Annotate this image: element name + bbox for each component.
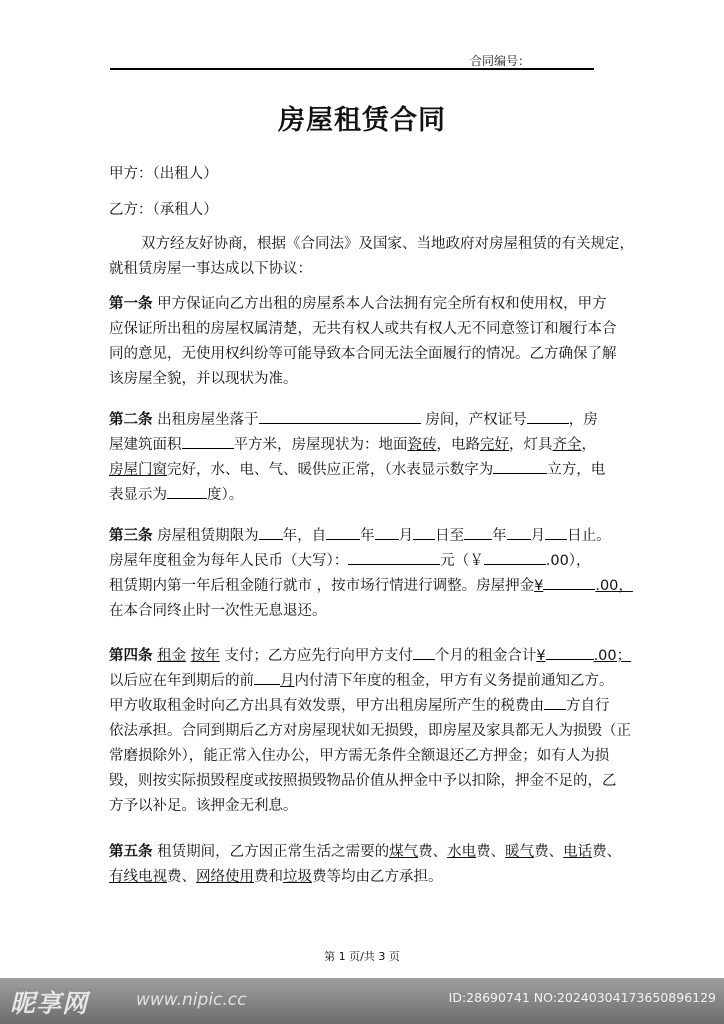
party-a-line: 甲方：（出租人） xyxy=(109,166,218,182)
circuit-value: 完好 xyxy=(480,437,509,453)
watermark-logo: 昵享网 xyxy=(10,989,89,1018)
advance-months-blank xyxy=(254,670,280,685)
article-2-label: 第二条 xyxy=(109,412,153,428)
intro-paragraph xyxy=(109,232,634,282)
article-3-label: 第三条 xyxy=(109,528,153,544)
article-5-label: 第五条 xyxy=(109,844,153,860)
article-1-text-3: 同的意见，无使用权纠纷等可能导致本合同无法全面履行的情况。乙方确保了解 xyxy=(109,346,617,362)
address-blank xyxy=(259,409,421,424)
article-5: 第五条 租赁期间，乙方因正常生活之需要的煤气费、水电费、暖气费、电话费、 有线电视费、网络使用费和垃圾费等均由乙方承担。 xyxy=(109,844,622,885)
contract-number-label: 合同编号： xyxy=(470,54,531,68)
article-4-label: 第四条 xyxy=(109,648,153,664)
article-1-label: 第一条 xyxy=(109,296,153,312)
document-title: 房屋租赁合同 xyxy=(278,105,446,136)
annual-rent-words-blank xyxy=(348,550,440,565)
power-meter-blank xyxy=(167,484,207,499)
tax-party-blank xyxy=(544,695,566,710)
article-1-text-2: 应保证所出租的房屋权属清楚，无共有权人或共有权人无不同意签订和履行本合 xyxy=(109,321,617,337)
article-3: 第三条 房屋租赁期限为 年，自 年 月 日至 年 月 日止。 房屋年度租金为每年人民币（大写）： 元（￥ .00）， 租赁期内第一年后租金随行就市 ，按市场行情进行调整。房屋押金¥ .00， 在本合同终止时一次性无息退还。 xyxy=(109,524,625,624)
party-b-line: 乙方：（承租人） xyxy=(109,202,218,218)
contract-number-line xyxy=(110,46,594,70)
intro-line-2: 就租赁房屋一事达成以下协议： xyxy=(109,261,312,277)
article-1-text-4: 该房屋全貌，并以现状为准。 xyxy=(109,371,298,387)
article-4: 第四条 租金 按年 支付；乙方应先行向甲方支付 个月的租金合计¥ .00； 以后应在年到期后的前 月内付清下年度的租金，甲方有义务提前通知乙方。 甲方收取租金时向乙方出具有效发票，甲方出租房屋所产生的税费由 方自行 依法承担。合同到期后乙方对房屋现状如无损毁，即房屋及家具都无人为损毁（正 常磨损除外），能正常入住办公，甲方需无条件全额退还乙方押金；如有人为损 毁，则按实际损毁程度或按照损毁物品价值从押金中予以扣除，押金不足的，乙 方予以补足。该押金无利息。 xyxy=(109,644,625,819)
area-blank xyxy=(182,434,234,449)
article-1-text-1: 甲方保证向乙方出租的房屋系本人合法拥有完全所有权和使用权，甲方 xyxy=(152,296,607,312)
deposit-blank xyxy=(543,575,595,590)
lights-value: 齐全 xyxy=(552,437,582,453)
rent-total-blank xyxy=(546,645,594,660)
watermark-id: ID:28690741 NO:20240304173650896129 xyxy=(448,990,716,1005)
intro-line-1: 双方经友好协商，根据《合同法》及国家、当地政府对房屋租赁的有关规定， xyxy=(141,236,634,252)
term-years-blank xyxy=(259,525,283,540)
watermark-url: www.nipic.cc xyxy=(136,990,247,1010)
annual-rent-amount-blank xyxy=(484,550,546,565)
deed-number-blank xyxy=(527,409,569,424)
page-number: 第 1 页/共 3 页 xyxy=(324,950,400,963)
months-blank xyxy=(413,645,435,660)
water-meter-blank xyxy=(493,459,547,474)
doors-windows-value: 房屋门窗 xyxy=(109,462,167,478)
floor-value: 瓷砖 xyxy=(407,437,437,453)
article-1 xyxy=(109,292,625,392)
article-2: 第二条 出租房屋坐落于 房间，产权证号 ，房 屋建筑面积 平方米，房屋现状为：地面瓷砖，电路完好，灯具齐全， 房屋门窗完好，水、电、气、暖供应正常，（水表显示数字为 立方，电 表显示为 度）。 xyxy=(109,408,625,508)
